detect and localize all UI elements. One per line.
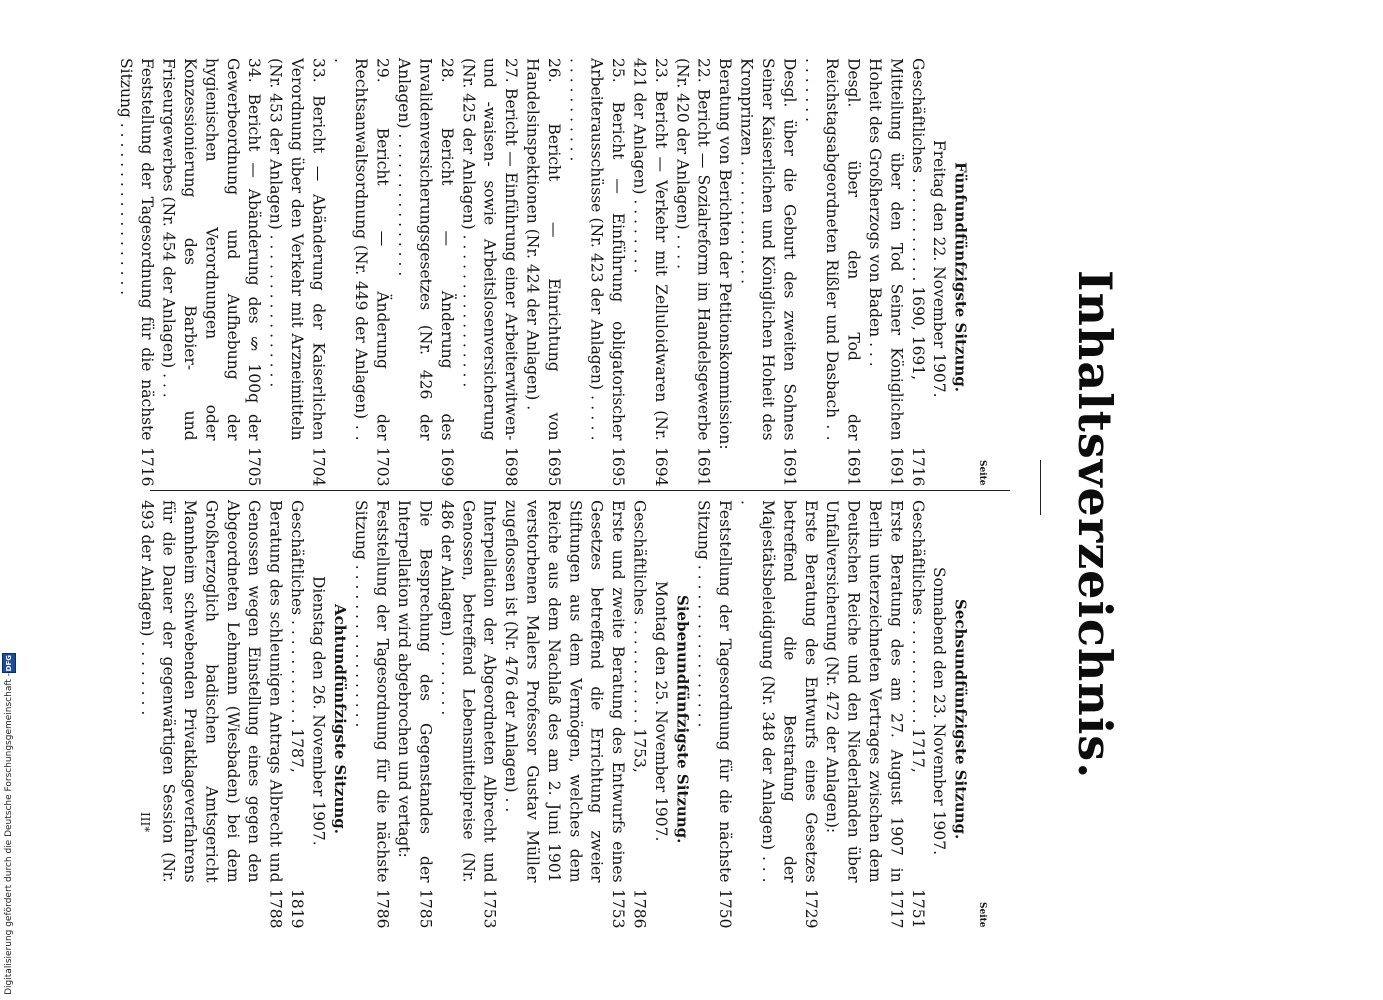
entry-text: 26. Bericht — Einrichtung von Handelsinspektionen (Nr. 424 der Anlagen) . [523, 58, 563, 441]
entry-text: Geschäftliches . . . . . . . . . . . 1787, [288, 500, 306, 773]
entry-page: 1691 [887, 446, 906, 486]
toc-entry [393, 58, 457, 486]
entry-page: 1785 [416, 888, 435, 928]
entry-text: Erste Beratung des Entwurfs eines Gesetzes betreffend die Bestrafung der Majestätsbeleidigung (Nr. 348 der Anlagen) . . . . [737, 500, 820, 883]
toc-entry [671, 58, 714, 486]
session-block [350, 500, 693, 928]
toc-entry [628, 58, 671, 486]
entry-text: 33. Bericht — Abänderung der Kaiserlichen Verordnung über den Verkehr mit Arzneimitteln (Nr. 453 der Anlagen) . . . . . . . . . . . . . . . . [266, 58, 328, 441]
session-date: Freitag den 22. November 1907. [930, 140, 949, 398]
entry-text: Desgl. über die Geburt des zweiten Sohnes Seiner Kaiserlichen und Königlichen Hoheit des Kronprinzen . . . . . . . . . . . . . [737, 58, 799, 441]
entry-text: Feststellung der Tagesordnung für die nächste Sitzung . . . . . . . . . . . . . . . . . [352, 500, 392, 883]
entry-page: 1819 [288, 888, 306, 928]
toc-entry [500, 500, 628, 928]
entry-text: Erste und zweite Beratung des Entwurfs eines Gesetzes betreffend die Errichtung zweier Stiftungen aus dem Vermögen, welches dem Reiche aus dem Nachlaß des am 2. Juni 1901 verstorbenen Malers Professor Gustav Müller zugeflossen ist (Nr. 476 der Anlagen) . . [502, 500, 628, 883]
dfg-logo: DFG [2, 653, 16, 673]
entry-page: 1695 [609, 446, 628, 486]
entry-text: 28. Bericht — Änderung des Invalidenversicherungsgesetzes (Nr. 426 der Anlagen) . . . . . . . . . . . . . . . [395, 58, 456, 441]
toc-entry [350, 500, 393, 928]
entry-text: Desgl. über den Tod der Reichstagsabgeordneten Rißler und Dasbach . . . . . . . . . [801, 58, 863, 441]
entry-page: 1750 [716, 888, 735, 928]
entry-text: 22. Bericht — Sozialreform im Handelsgewerbe (Nr. 420 der Anlagen) . . . . [673, 58, 713, 441]
title-rule [1040, 460, 1041, 515]
entry-page: 1786 [630, 888, 649, 928]
column-divider [150, 490, 1010, 491]
session-title: Siebenundfünfzigste Sitzung. [673, 594, 692, 844]
toc-entry [157, 58, 264, 486]
session-date: Dienstag den 26. November 1907. [309, 576, 328, 846]
entry-text: Feststellung der Tagesordnung für die nächste Sitzung . . . . . . . . . . . . . . . . . . [116, 58, 157, 441]
entry-page: 1691 [694, 446, 713, 486]
entry-page: 1691 [844, 446, 863, 486]
entry-page: 1694 [651, 446, 670, 486]
entry-page: 1729 [801, 888, 820, 928]
entry-text: Feststellung der Tagesordnung für die nächste Sitzung . . . . . . . . . . . . . . . . . [694, 500, 735, 883]
toc-entry [521, 58, 564, 486]
entry-page: 1786 [373, 888, 392, 928]
toc-entry [799, 58, 863, 486]
entry-page [714, 480, 735, 486]
toc-entry [714, 58, 735, 486]
footer-text: Digitalisierung gefördert durch die Deutsche Forschungsgemeinschaft - [4, 673, 14, 995]
toc-entry [735, 500, 821, 928]
toc-entry [906, 500, 927, 928]
session-block [692, 500, 970, 928]
digitization-footer [2, 600, 16, 995]
toc-entry [564, 58, 628, 486]
entry-page: 1717 [887, 888, 906, 928]
entry-page: 1699 [437, 446, 456, 486]
entry-page: 1703 [373, 446, 392, 486]
entry-text: 29. Bericht — Änderung der Rechtsanwaltsordnung (Nr. 449 der Anlagen) . . . [330, 58, 392, 441]
session-title: Sechsundfünfzigste Sitzung. [951, 598, 970, 840]
entry-page: 1753 [480, 888, 499, 928]
seite-header: Seite [977, 902, 987, 928]
page-title: Inhaltsverzeichnis. [1068, 270, 1122, 780]
entry-text: Beratung des schleunigen Antrags Albrecht und Genossen wegen Einstellung eines gegen den Abgeordneten Lehmann (Wiesbaden) bei dem Großherzoglich badischen Amtsgericht Mannheim schwebenden Privatklageverfahrens für die Dauer der gegenwärtigen Session (Nr. 493 der Anlagen) . . . . . . . . [138, 500, 285, 883]
entry-text: 23. Bericht — Verkehr mit Zelluloidwaren (Nr. 421 der Anlagen) . . . . . . . . [630, 58, 670, 441]
toc-entry [628, 500, 649, 928]
toc-entry [864, 58, 907, 486]
entry-text: Beratung von Berichten der Petitionskommission: [716, 58, 735, 450]
entry-page: 1704 [309, 446, 328, 486]
toc-entry [735, 58, 799, 486]
toc-entry [114, 58, 157, 486]
entry-text: Geschäftliches . . . . . . . . . . . 1753, [630, 500, 649, 773]
entry-page: 1695 [544, 446, 563, 486]
entry-text: Geschäftliches . . . . . . . . . . . 1690, 1691, [908, 58, 927, 381]
entry-page: 1716 [138, 446, 157, 486]
toc-entry [328, 58, 392, 486]
toc-entry [435, 500, 499, 928]
toc-entry [457, 58, 521, 486]
entry-text: Mitteilung über den Tod Seiner Königlichen Hoheit des Großherzogs von Baden . . . [865, 58, 906, 441]
toc-entry [286, 500, 307, 928]
entry-page: 1691 [780, 446, 799, 486]
entry-text: Die Besprechung des Gegenstandes der Interpellation wird abgebrochen und vertagt: [395, 500, 435, 883]
entry-text: 34. Bericht — Abänderung des § 100q der Gewerbeordnung und Aufhebung der hygienischen Verordnungen oder Konzessionierung des Barbier- und Friseurgewerbes (Nr. 454 der Anlagen) . . . [159, 58, 264, 441]
toc-entry [906, 58, 927, 486]
session-title: Achtundfünfzigste Sitzung. [330, 604, 349, 834]
entry-page: 1751 [908, 888, 927, 928]
session-title: Fünfundfünfzigste Sitzung. [951, 161, 970, 392]
entry-page: 1753 [609, 888, 628, 928]
toc-column-left [116, 58, 992, 486]
entry-text: Interpellation der Abgeordneten Albrecht und Genossen, betreffend Lebensmittelpreise (Nr. 486 der Anlagen) . . . . . . . . [437, 500, 499, 883]
toc-entry [393, 500, 436, 928]
entry-text: Erste Beratung des am 27. August 1907 in Berlin unterzeichneten Vertrages zwischen dem Deutschen Reiche und den Niederlanden über Unfallversicherung (Nr. 472 der Anlagen): [823, 500, 906, 883]
session-block [136, 500, 350, 928]
entry-text: 27. Bericht — Einführung einer Arbeiterwitwen- und -waisen- sowie Arbeitslosenversicherung (Nr. 425 der Anlagen) . . . . . . . . . . . . . . . . [459, 58, 521, 441]
entry-text: Geschäftliches . . . . . . . . . . . 1717, [908, 500, 927, 773]
toc-entry [821, 500, 907, 928]
toc-entry [136, 500, 286, 928]
seite-header: Seite [977, 460, 987, 486]
entry-page: 1698 [502, 446, 521, 486]
session-date: Montag den 25. November 1907. [651, 580, 670, 842]
entry-page: 1705 [245, 446, 264, 486]
toc-entry [692, 500, 735, 928]
entry-page: 1788 [266, 888, 285, 928]
page-number: III* [138, 812, 152, 833]
entry-page: 1716 [908, 446, 927, 486]
entry-text: 25. Bericht — Einführung obligatorischer Arbeiterausschüsse (Nr. 423 der Anlagen) . . . . . . . . . . . . . . . . [566, 58, 628, 441]
session-date: Sonnabend den 23. November 1907. [930, 567, 949, 855]
toc-entry [264, 58, 328, 486]
